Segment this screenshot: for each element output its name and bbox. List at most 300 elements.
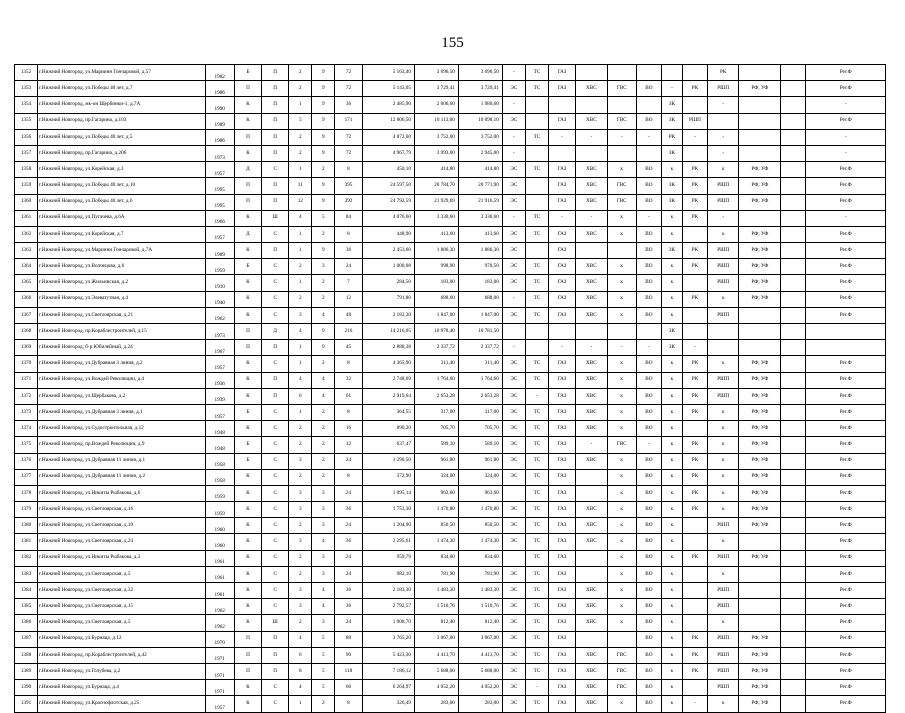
table-cell: 24	[335, 566, 362, 582]
table-cell: РФ; УФ	[739, 243, 781, 259]
table-cell: ГАЗ	[548, 388, 575, 404]
table-cell: к	[661, 518, 682, 534]
table-cell: 12 806,50	[362, 113, 414, 129]
table-cell	[548, 324, 575, 340]
table-cell: г.Нижний Новгород, ул.Светлоярская, д.21	[38, 307, 206, 323]
table-cell: ЗК	[661, 194, 682, 210]
table-cell: РФ; УФ	[739, 275, 781, 291]
table-cell: г.Нижний Новгород, ул.Светлоярская, д.16	[38, 502, 206, 518]
table-cell: 12	[289, 194, 312, 210]
table-cell	[682, 534, 707, 550]
table-cell: 4	[312, 583, 335, 599]
table-cell: 1 470,80	[458, 502, 502, 518]
table-cell: К	[234, 518, 261, 534]
table-cell	[682, 145, 707, 161]
table-cell: 311,40	[458, 356, 502, 372]
table-cell: г.Нижний Новгород, ул.Пугачева, д.6А	[38, 210, 206, 226]
table-cell: ГАЗ	[548, 583, 575, 599]
table-cell: 9	[312, 340, 335, 356]
table-row	[15, 372, 886, 388]
table-cell: г.Нижний Новгород, ул.Победы 40 лет, д.10	[38, 178, 206, 194]
table-cell: к	[607, 372, 636, 388]
table-cell: ЭС	[502, 113, 525, 129]
table-cell: 283,00	[458, 696, 502, 712]
table-cell: 688,00	[458, 291, 502, 307]
table-cell: 1939	[205, 388, 234, 404]
table-cell: С	[262, 502, 289, 518]
table-cell: П	[234, 647, 261, 663]
table-cell: г.Нижний Новгород, ул.Победы 40 лет, д.5	[38, 129, 206, 145]
table-cell: РШП	[708, 372, 739, 388]
table-cell: ЭС	[502, 226, 525, 242]
table-cell: ТС	[525, 534, 548, 550]
table-cell: Рег.Ф	[806, 453, 886, 469]
table-cell: 3	[289, 599, 312, 615]
table-cell: ВО	[636, 162, 661, 178]
table-cell: ХВС	[576, 81, 607, 97]
table-cell	[781, 113, 806, 129]
table-cell: -	[607, 340, 636, 356]
table-cell: 10 098,10	[458, 113, 502, 129]
table-cell	[739, 583, 781, 599]
table-cell: 3 765,20	[362, 631, 414, 647]
table-cell: 311,40	[414, 356, 458, 372]
table-cell: ГАЗ	[548, 437, 575, 453]
table-cell: 1	[289, 404, 312, 420]
table-cell: 326,49	[362, 696, 414, 712]
table-cell: 9	[312, 97, 335, 113]
table-row	[15, 388, 886, 404]
table-cell	[682, 583, 707, 599]
table-cell: к	[661, 275, 682, 291]
table-cell: 1356	[15, 129, 38, 145]
table-cell: 1374	[15, 421, 38, 437]
table-cell: 2 006,60	[414, 97, 458, 113]
table-cell: 24	[335, 518, 362, 534]
table-cell	[682, 324, 707, 340]
table-cell: 4 052,20	[414, 680, 458, 696]
table-cell: ТС	[525, 599, 548, 615]
table-cell: 1380	[15, 518, 38, 534]
table-cell: С	[262, 518, 289, 534]
table-cell: 4 076,60	[362, 210, 414, 226]
table-cell: г.Нижний Новгород, ул.Волчецова, д.6	[38, 259, 206, 275]
table-cell: Б	[234, 259, 261, 275]
table-cell: РШП	[708, 550, 739, 566]
table-cell: ГАЗ	[548, 372, 575, 388]
table-cell: К	[234, 534, 261, 550]
table-row	[15, 534, 886, 550]
table-cell: -	[682, 696, 707, 712]
table-cell: РК	[682, 485, 707, 501]
table-cell: 781,90	[414, 566, 458, 582]
table-cell: ГАЗ	[548, 566, 575, 582]
table-cell: К	[234, 307, 261, 323]
table-cell: к	[661, 404, 682, 420]
table-cell: 1	[289, 243, 312, 259]
table-cell: 1936	[205, 372, 234, 388]
table-cell: ТС	[525, 583, 548, 599]
table-cell: ГВС	[607, 178, 636, 194]
table-cell	[607, 631, 636, 647]
table-cell: РФ; УФ	[739, 372, 781, 388]
table-cell: П	[262, 178, 289, 194]
table-cell: ЭС	[502, 696, 525, 712]
table-cell: 1383	[15, 566, 38, 582]
table-cell: 1	[289, 696, 312, 712]
table-cell: П	[234, 324, 261, 340]
table-cell: 3 993,00	[414, 145, 458, 161]
table-cell: РК	[708, 65, 739, 81]
table-cell	[781, 566, 806, 582]
table-cell: РФ; УФ	[739, 663, 781, 679]
table-cell: 10 113,00	[414, 113, 458, 129]
table-cell: ЭС	[502, 162, 525, 178]
table-cell: РК	[682, 663, 707, 679]
table-cell: ХВС	[576, 356, 607, 372]
table-cell: 2	[289, 518, 312, 534]
table-cell: ВО	[636, 226, 661, 242]
table-cell: 2 453,60	[362, 243, 414, 259]
table-cell	[781, 388, 806, 404]
table-row	[15, 259, 886, 275]
table-cell	[781, 404, 806, 420]
table-cell: 2 337,72	[458, 340, 502, 356]
table-cell: ХВС	[576, 226, 607, 242]
table-cell	[682, 680, 707, 696]
table-cell: 970,50	[458, 259, 502, 275]
table-cell: 1376	[15, 453, 38, 469]
table-cell: ХВС	[576, 404, 607, 420]
table-cell: 1381	[15, 534, 38, 550]
table-cell: РФ; УФ	[739, 453, 781, 469]
table-cell: РШП	[708, 81, 739, 97]
table-cell: ЗК	[661, 340, 682, 356]
table-cell: 24	[335, 453, 362, 469]
table-cell: 705,70	[458, 421, 502, 437]
table-row	[15, 113, 886, 129]
table-cell: г.Нижний Новгород, ул.Вождей Революции, д.4	[38, 372, 206, 388]
table-cell: РФ; УФ	[739, 259, 781, 275]
table-cell	[502, 485, 525, 501]
table-cell: ВО	[636, 469, 661, 485]
table-cell: 9	[312, 81, 335, 97]
table-cell: ХВС	[576, 421, 607, 437]
table-cell: ВО	[636, 631, 661, 647]
table-cell: РК	[661, 129, 682, 145]
table-cell: 4	[312, 534, 335, 550]
table-cell: РФ; УФ	[739, 518, 781, 534]
table-cell: 1378	[15, 485, 38, 501]
table-cell: 2	[289, 421, 312, 437]
table-cell: РК	[682, 647, 707, 663]
table-cell: 1 474,30	[458, 534, 502, 550]
table-cell: РК	[682, 259, 707, 275]
table-cell: К	[234, 599, 261, 615]
table-cell: -	[708, 210, 739, 226]
table-cell: -	[548, 340, 575, 356]
table-row	[15, 502, 886, 518]
table-cell: 2 337,72	[414, 340, 458, 356]
table-cell: 90	[335, 647, 362, 663]
table-cell: ВО	[636, 113, 661, 129]
table-cell: Рег.Ф	[806, 437, 886, 453]
table-cell: РК	[682, 631, 707, 647]
table-cell: Рег.Ф	[806, 485, 886, 501]
table-cell: К	[234, 113, 261, 129]
table-cell: 2	[289, 129, 312, 145]
table-cell: С	[262, 291, 289, 307]
table-cell: 1986	[205, 81, 234, 97]
table-cell: ВО	[636, 696, 661, 712]
table-cell: 2 295,61	[362, 534, 414, 550]
table-cell: к	[661, 226, 682, 242]
table-cell: г.Нижний Новгород, ул.Светлоярская, д.5	[38, 615, 206, 631]
table-cell	[781, 81, 806, 97]
table-cell: С	[262, 275, 289, 291]
table-cell: 781,90	[458, 566, 502, 582]
table-cell	[781, 129, 806, 145]
table-cell	[806, 340, 886, 356]
table-cell: ТС	[525, 259, 548, 275]
table-cell: к	[607, 162, 636, 178]
table-cell: г.Нижний Новгород, ул.Светлоярская, д.24	[38, 534, 206, 550]
table-cell: К	[234, 485, 261, 501]
table-cell: ХВС	[576, 599, 607, 615]
table-cell: Рег.Ф	[806, 647, 886, 663]
table-cell: 1957	[205, 162, 234, 178]
table-cell: 4	[289, 372, 312, 388]
table-cell: 1967	[205, 340, 234, 356]
table-cell: ЭС	[502, 243, 525, 259]
table-cell: 1366	[15, 291, 38, 307]
table-cell: К	[234, 421, 261, 437]
table-cell: Рег.Ф	[806, 113, 886, 129]
table-cell: 3	[289, 534, 312, 550]
table-cell: г.Нижний Новгород, ул.Светлоярская, д.5	[38, 566, 206, 582]
table-cell: 3	[312, 518, 335, 534]
table-cell: 1371	[15, 372, 38, 388]
table-cell: Б	[234, 404, 261, 420]
table-cell: 4	[312, 599, 335, 615]
table-cell: 1 764,60	[414, 372, 458, 388]
table-cell: г.Нижний Новгород, ул.Никиты Рыбакова, д.6	[38, 485, 206, 501]
table-cell: 60	[335, 680, 362, 696]
table-cell: 998,90	[414, 259, 458, 275]
table-row	[15, 518, 886, 534]
table-cell: 2	[312, 404, 335, 420]
table-cell: К	[234, 502, 261, 518]
table-cell: ХВС	[576, 113, 607, 129]
table-cell: г.Нижний Новгород, ул.Победы 40 лет, д.7	[38, 81, 206, 97]
table-cell: РФ; УФ	[739, 81, 781, 97]
table-row	[15, 631, 886, 647]
table-cell: 4 052,20	[458, 680, 502, 696]
table-cell: К	[234, 696, 261, 712]
table-cell: П	[262, 647, 289, 663]
table-cell: ХВС	[576, 388, 607, 404]
table-cell: 3 696,50	[414, 65, 458, 81]
table-cell: ЭС	[502, 663, 525, 679]
table-cell	[576, 97, 607, 113]
table-row	[15, 162, 886, 178]
table-cell: 2 485,90	[362, 97, 414, 113]
table-cell: -	[806, 129, 886, 145]
table-cell: РФ; УФ	[739, 502, 781, 518]
table-cell: ГАЗ	[548, 485, 575, 501]
table-cell: Ш	[262, 615, 289, 631]
table-cell: к	[661, 210, 682, 226]
table-cell: 2 748,69	[362, 372, 414, 388]
table-cell: г.Нижний Новгород, ул.Светлоярская, д.32	[38, 583, 206, 599]
table-cell	[739, 534, 781, 550]
table-cell: 1363	[15, 243, 38, 259]
table-cell: РК	[682, 243, 707, 259]
table-cell: 4	[289, 324, 312, 340]
table-cell: 324,00	[458, 469, 502, 485]
table-cell: Рег.Ф	[806, 583, 886, 599]
table-cell: 216	[335, 324, 362, 340]
table-cell: г.Нижний Новгород, б-р Юбилейный, д.24	[38, 340, 206, 356]
table-cell: Рег.Ф	[806, 388, 886, 404]
table-cell: П	[262, 113, 289, 129]
table-cell: ГАЗ	[548, 243, 575, 259]
table-cell: к	[661, 631, 682, 647]
table-cell: ЭС	[502, 599, 525, 615]
table-cell: РШП	[708, 194, 739, 210]
table-cell: к	[607, 550, 636, 566]
table-cell: 36	[335, 502, 362, 518]
table-cell: 1 008,70	[362, 615, 414, 631]
table-cell: г.Нижний Новгород, ул.Мариинн Гончаровой, д.57	[38, 65, 206, 81]
table-cell: РК	[682, 81, 707, 97]
table-cell: С	[262, 437, 289, 453]
table-cell	[682, 566, 707, 582]
table-cell: 5	[312, 631, 335, 647]
table-cell	[682, 275, 707, 291]
table-cell: г.Нижний Новгород, ул.Дубравная 11 линия, д.2	[38, 469, 206, 485]
table-cell: 36	[335, 97, 362, 113]
table-cell	[781, 356, 806, 372]
table-cell: ЗК	[661, 324, 682, 340]
table-cell: -	[708, 145, 739, 161]
table-cell	[781, 680, 806, 696]
table-cell: П	[234, 178, 261, 194]
table-cell: 183,00	[414, 275, 458, 291]
table-cell: 1	[289, 226, 312, 242]
table-cell: 2	[312, 356, 335, 372]
table-cell: ГАЗ	[548, 502, 575, 518]
table-cell: ТС	[525, 226, 548, 242]
table-cell: -	[502, 145, 525, 161]
table-cell: РФ; УФ	[739, 647, 781, 663]
table-cell: 3 067,00	[414, 631, 458, 647]
table-cell: ГАЗ	[548, 291, 575, 307]
table-cell: РК	[682, 372, 707, 388]
table-cell: П	[262, 372, 289, 388]
table-cell: РФ; УФ	[739, 550, 781, 566]
table-cell: ЭС	[502, 680, 525, 696]
table-cell: г.Нижний Новгород, ул.Дубравная 11 линия, д.1	[38, 453, 206, 469]
table-cell: Рег.Ф	[806, 81, 886, 97]
table-cell: 1391	[15, 696, 38, 712]
table-cell: К	[234, 275, 261, 291]
table-cell	[607, 243, 636, 259]
table-cell	[781, 631, 806, 647]
table-cell: ВО	[636, 534, 661, 550]
table-cell: 2	[289, 81, 312, 97]
table-cell: г.Нижний Новгород, пр.Гагарина, д.206	[38, 145, 206, 161]
table-cell: Рег.Ф	[806, 566, 886, 582]
table-cell: ГАЗ	[548, 356, 575, 372]
table-cell	[682, 615, 707, 631]
table-row	[15, 307, 886, 323]
table-cell: 1355	[15, 113, 38, 129]
table-cell: к	[708, 226, 739, 242]
table-cell: 4 872,00	[362, 129, 414, 145]
table-cell: К	[234, 680, 261, 696]
table-row	[15, 550, 886, 566]
table-cell	[739, 145, 781, 161]
table-cell: 1989	[205, 243, 234, 259]
table-cell: -	[708, 129, 739, 145]
table-cell: РФ; УФ	[739, 421, 781, 437]
table-cell: 9	[312, 145, 335, 161]
table-cell	[781, 307, 806, 323]
table-cell: ХВС	[576, 275, 607, 291]
table-cell: 4 413,70	[458, 647, 502, 663]
table-cell: ХВС	[576, 372, 607, 388]
table-cell: ГАЗ	[548, 178, 575, 194]
table-cell: ХВС	[576, 534, 607, 550]
table-cell: 1	[289, 356, 312, 372]
table-cell	[781, 275, 806, 291]
table-cell: ХВС	[576, 453, 607, 469]
table-cell: 1 000,08	[362, 259, 414, 275]
table-cell: ТС	[525, 437, 548, 453]
table-cell: к	[661, 680, 682, 696]
table-cell: г.Нижний Новгород, ул.Дубравная 3 линия, д.2	[38, 356, 206, 372]
table-cell: 3	[289, 453, 312, 469]
table-cell: к	[607, 696, 636, 712]
table-cell: к	[708, 291, 739, 307]
table-cell: г.Нижний Новгород, ул.Щербакова, д.2	[38, 388, 206, 404]
table-cell: 4 365,90	[362, 356, 414, 372]
table-cell: 1995	[205, 194, 234, 210]
table-cell: К	[234, 583, 261, 599]
table-cell: 8	[335, 226, 362, 242]
table-cell: 1962	[205, 615, 234, 631]
table-cell: ЭС	[502, 404, 525, 420]
table-cell: ВО	[636, 243, 661, 259]
table-cell: 5	[312, 210, 335, 226]
table-cell: 72	[335, 145, 362, 161]
table-cell: 3	[289, 583, 312, 599]
table-cell: 1961	[205, 566, 234, 582]
table-cell: ХВС	[576, 259, 607, 275]
table-cell	[525, 194, 548, 210]
table-cell: 8	[335, 356, 362, 372]
table-cell: ГАЗ	[548, 534, 575, 550]
table-cell: ГВС	[607, 113, 636, 129]
table-row	[15, 97, 886, 113]
table-cell: к	[607, 518, 636, 534]
table-cell: П	[262, 129, 289, 145]
table-cell: 3	[312, 259, 335, 275]
table-cell: ГАЗ	[548, 469, 575, 485]
table-cell: 3	[289, 307, 312, 323]
table-cell: к	[607, 226, 636, 242]
